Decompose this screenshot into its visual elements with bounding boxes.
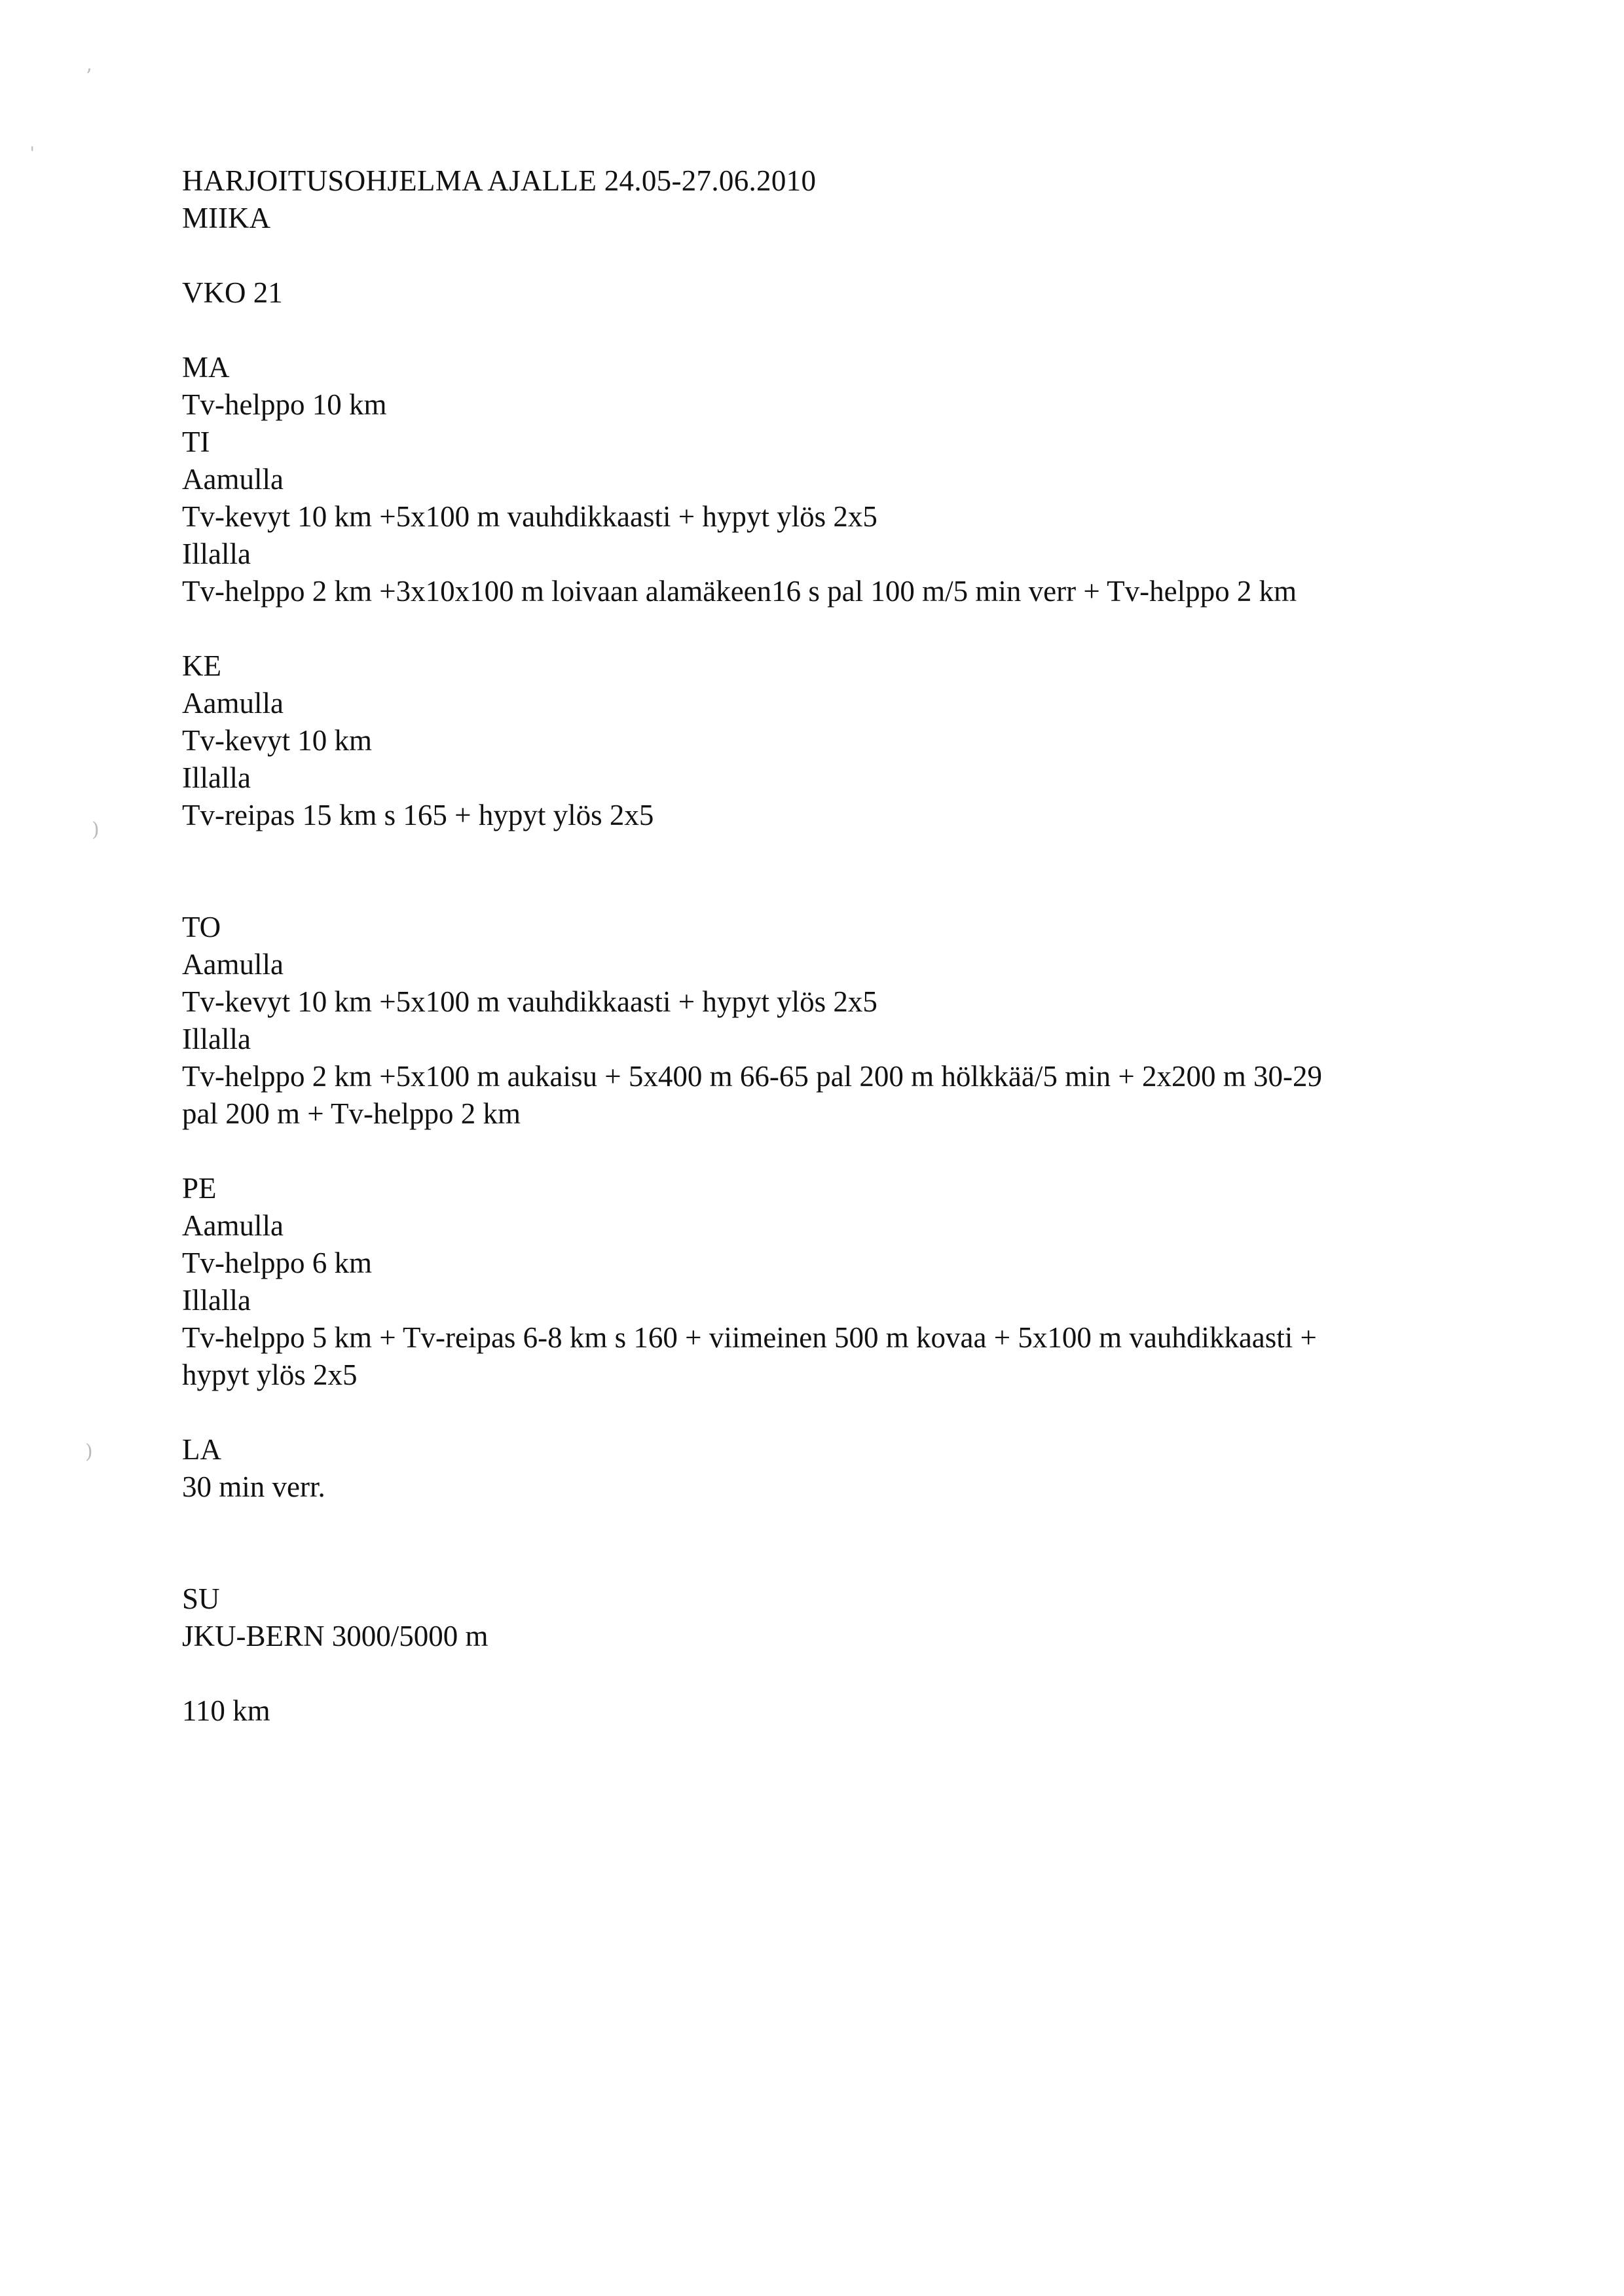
- scan-mark: ): [92, 818, 100, 841]
- day-line: hypyt ylös 2x5: [182, 1358, 358, 1391]
- session-label-morning: Aamulla: [182, 948, 284, 981]
- day-line: Tv-helppo 5 km + Tv-reipas 6-8 km s 160 + viimeinen 500 m kovaa + 5x100 m vauhdikkaasti +: [182, 1321, 1317, 1354]
- week-label: VKO 21: [182, 276, 283, 309]
- weekly-total: 110 km: [182, 1694, 270, 1727]
- scan-mark: ˌ: [29, 131, 35, 154]
- day-section-ma: [182, 349, 1492, 424]
- day-section-su: [182, 1580, 1492, 1655]
- day-line: Tv-kevyt 10 km +5x100 m vauhdikkaasti + hypyt ylös 2x5: [182, 500, 877, 533]
- athlete-name: MIIKA: [182, 202, 270, 234]
- session-label-evening: Illalla: [182, 1023, 251, 1055]
- day-label-pe: PE: [182, 1172, 217, 1205]
- day-section-ti: [182, 424, 1492, 610]
- day-line: Tv-helppo 6 km: [182, 1247, 372, 1279]
- scan-mark: ʼ: [85, 65, 92, 88]
- scan-mark: ): [85, 1440, 93, 1463]
- session-label-morning: Aamulla: [182, 1209, 284, 1242]
- training-program: [182, 162, 1492, 1730]
- day-section-to: [182, 909, 1492, 1133]
- day-label-la: LA: [182, 1433, 221, 1466]
- day-label-to: TO: [182, 911, 221, 943]
- session-label-evening: Illalla: [182, 1284, 251, 1317]
- session-label-morning: Aamulla: [182, 687, 284, 720]
- day-line: Tv-kevyt 10 km: [182, 724, 372, 757]
- day-line: Tv-kevyt 10 km +5x100 m vauhdikkaasti + hypyt ylös 2x5: [182, 985, 877, 1018]
- day-line: JKU-BERN 3000/5000 m: [182, 1620, 489, 1652]
- document-header: [182, 162, 1492, 237]
- day-line: Tv-helppo 10 km: [182, 388, 387, 421]
- session-label-evening: Illalla: [182, 761, 251, 794]
- day-label-ke: KE: [182, 649, 221, 682]
- day-label-su: SU: [182, 1582, 220, 1615]
- day-section-la: [182, 1431, 1492, 1506]
- day-line: Tv-reipas 15 km s 165 + hypyt ylös 2x5: [182, 799, 654, 831]
- day-label-ti: TI: [182, 426, 210, 458]
- session-label-morning: Aamulla: [182, 463, 284, 496]
- day-line: 30 min verr.: [182, 1470, 325, 1503]
- day-line: Tv-helppo 2 km +5x100 m aukaisu + 5x400 m 66-65 pal 200 m hölkkää/5 min + 2x200 m 30-29: [182, 1060, 1322, 1093]
- day-section-pe: [182, 1170, 1492, 1394]
- day-section-ke: [182, 647, 1492, 834]
- day-line: Tv-helppo 2 km +3x10x100 m loivaan alamäkeen16 s pal 100 m/5 min verr + Tv-helppo 2 km: [182, 575, 1297, 608]
- day-label-ma: MA: [182, 351, 230, 384]
- day-line: pal 200 m + Tv-helppo 2 km: [182, 1097, 521, 1130]
- session-label-evening: Illalla: [182, 538, 251, 570]
- document-title: HARJOITUSOHJELMA AJALLE 24.05-27.06.2010: [182, 164, 817, 197]
